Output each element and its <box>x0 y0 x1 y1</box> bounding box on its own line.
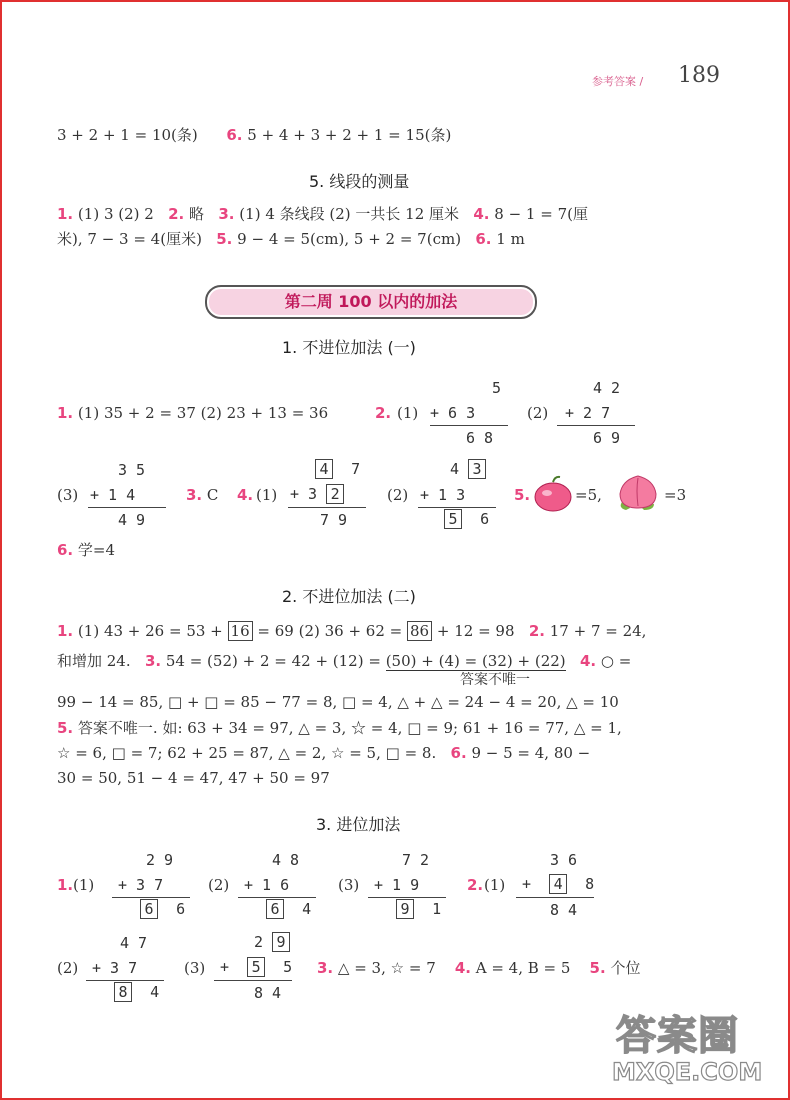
question-number: 2. <box>528 622 545 640</box>
sum-top <box>254 932 290 952</box>
sum-digit: + <box>220 958 230 976</box>
part-label: (1) <box>484 876 506 894</box>
sum-digit: + <box>522 875 532 893</box>
question-number: 6. <box>475 230 492 248</box>
section-title: 5. 线段的测量 <box>309 172 410 191</box>
sum-result: 7 9 <box>320 511 348 529</box>
sum-result: 6 8 <box>466 429 494 447</box>
answer-line <box>57 621 646 641</box>
part-label: (1) <box>256 486 278 504</box>
watermark-title: 答案圈 <box>616 1013 739 1059</box>
sum-addend: + 3 7 <box>92 959 138 977</box>
answer-text: 17 + 7 = 24, <box>549 622 647 640</box>
answer-line <box>57 651 631 671</box>
question-number: 1. <box>57 205 74 223</box>
answer-text: 9 − 5 = 4, 80 − <box>471 744 591 762</box>
sum-addend <box>220 957 292 977</box>
answer-box: 9 <box>396 899 414 919</box>
question-number: 4. <box>454 959 471 977</box>
sum-top: 2 9 <box>146 851 174 869</box>
sum-digit: 6 <box>480 510 490 528</box>
part-label: (1) <box>73 876 95 894</box>
section-title: 3. 进位加法 <box>316 815 401 834</box>
answer-line: 99 − 14 = 85, □ + □ = 85 − 77 = 8, □ = 4, △ + △ = 24 − 4 = 20, △ = 10 <box>57 693 619 711</box>
question-number: 1. <box>57 622 74 640</box>
sum-digit: 8 <box>585 875 595 893</box>
answer-text: ☆ = 6, □ = 7; 62 + 25 = 87, △ = 2, ☆ = 5, □ = 8. <box>57 744 437 762</box>
answer-line <box>57 229 525 249</box>
answer-line <box>57 743 590 763</box>
answer-box: 6 <box>140 899 158 919</box>
sum-digit: 4 <box>302 900 312 918</box>
sum-digit: + 3 <box>290 485 318 503</box>
answer-text: A = 4, B = 5 <box>475 959 571 977</box>
sum-digit: 1 <box>432 900 442 918</box>
sum-result: 4 9 <box>118 511 146 529</box>
sum-digit: 6 <box>176 900 186 918</box>
section-title: 1. 不进位加法 (一) <box>282 338 416 357</box>
question-number: 4. <box>579 652 597 670</box>
sum-addend: + 1 3 <box>420 486 466 504</box>
answer-text: =3 <box>664 486 687 504</box>
sum-result <box>396 899 441 919</box>
part-label: (2) <box>387 486 409 504</box>
question-number: 4. <box>237 486 254 504</box>
sum-addend: + 3 7 <box>118 876 164 894</box>
sum-result <box>266 899 311 919</box>
sum-line <box>214 980 292 981</box>
sum-line <box>516 897 594 898</box>
answer-text: (1) 4 条线段 (2) 一共长 12 厘米 <box>239 205 460 223</box>
question-number: 3. <box>186 486 203 504</box>
answer-line <box>57 125 451 145</box>
sum-top <box>315 459 360 479</box>
answer-line <box>57 204 588 224</box>
sum-addend: + 2 7 <box>565 404 611 422</box>
sum-addend: + 1 9 <box>374 876 420 894</box>
site-watermark <box>612 1000 782 1092</box>
sum-top: 5 <box>492 379 502 397</box>
answer-text: (1) 43 + 26 = 53 + <box>77 622 223 640</box>
answer-text: =5, <box>575 486 602 504</box>
question-number: 4. <box>473 205 490 223</box>
answer-text: 学=4 <box>77 541 116 559</box>
answer-box: 16 <box>228 621 253 641</box>
part-label: (3) <box>184 959 206 977</box>
answer-text: 3 + 2 + 1 = 10(条) <box>57 126 198 144</box>
question-number: 1. <box>57 876 74 894</box>
answer-box: 8 <box>114 982 132 1002</box>
sum-top: 4 2 <box>593 379 621 397</box>
answer-box: 5 <box>247 957 265 977</box>
sum-addend: + 6 3 <box>430 404 476 422</box>
answer-text: 9 − 4 = 5(cm), 5 + 2 = 7(cm) <box>237 230 462 248</box>
answer-text: 5 + 4 + 3 + 2 + 1 = 15(条) <box>247 126 452 144</box>
answer-box: 5 <box>444 509 462 529</box>
answer-text: 1 m <box>496 230 525 248</box>
question-number: 3. <box>144 652 162 670</box>
answer-box: 3 <box>468 459 486 479</box>
sum-result: 8 4 <box>550 901 578 919</box>
question-number: 2. <box>168 205 185 223</box>
question-number: 2. <box>467 876 484 894</box>
sum-addend <box>522 874 594 894</box>
answer-text: 54 = (52) + 2 = 42 + (12) = <box>165 652 381 670</box>
sum-result <box>444 509 489 529</box>
part-label: (1) <box>397 404 419 422</box>
chapter-banner <box>205 285 537 319</box>
question-number: 5. <box>57 719 74 737</box>
sum-digit: 4 <box>450 460 460 478</box>
sum-addend: + 1 6 <box>244 876 290 894</box>
apple-icon <box>532 474 574 514</box>
part-label: (3) <box>57 486 79 504</box>
part-label: (2) <box>527 404 549 422</box>
answer-text: (1) 3 (2) 2 <box>77 205 154 223</box>
answer-text: ○ = <box>600 652 632 670</box>
sum-result: 6 9 <box>593 429 621 447</box>
sum-result: 8 4 <box>254 984 282 1002</box>
answer-text: (1) 35 + 2 = 37 (2) 23 + 13 = 36 <box>77 404 329 422</box>
sum-top: 3 5 <box>118 461 146 479</box>
answer-box: 9 <box>272 932 290 952</box>
question-number: 5. <box>514 486 531 504</box>
sum-line <box>557 425 635 426</box>
answer-text: 答案不唯一. 如: 63 + 34 = 97, △ = 3, ☆ = 4, □ = 9; 61 + 16 = 77, △ = 1, <box>77 719 622 737</box>
part-label: (2) <box>208 876 230 894</box>
sum-line <box>112 897 190 898</box>
sum-digit: 4 <box>150 983 160 1001</box>
sum-addend <box>290 484 344 504</box>
answer-line <box>57 403 328 423</box>
answer-text: + 12 = 98 <box>436 622 515 640</box>
sum-line <box>86 980 164 981</box>
answer-line: 30 = 50, 51 − 4 = 47, 47 + 50 = 97 <box>57 769 330 787</box>
sum-digit: 2 <box>254 933 264 951</box>
sum-addend: + 1 4 <box>90 486 136 504</box>
chapter-title: 第二周 100 以内的加法 <box>284 292 458 311</box>
sum-digit: 7 <box>351 460 361 478</box>
sum-top: 4 8 <box>272 851 300 869</box>
part-label: (3) <box>338 876 360 894</box>
question-number: 5. <box>216 230 233 248</box>
page-number: 189 <box>678 63 720 88</box>
sum-top: 4 7 <box>120 934 148 952</box>
question-number: 1. <box>57 404 74 422</box>
sum-line <box>418 507 496 508</box>
answer-text: 米), 7 − 3 = 4(厘米) <box>57 230 202 248</box>
answer-text: = 69 (2) 36 + 62 = <box>257 622 403 640</box>
sum-top <box>450 459 486 479</box>
sum-top: 7 2 <box>402 851 430 869</box>
answer-line <box>57 540 115 560</box>
sum-result <box>114 982 159 1002</box>
part-label: (2) <box>57 959 79 977</box>
answer-line <box>317 958 640 978</box>
sum-line <box>288 507 366 508</box>
peach-icon <box>614 470 664 518</box>
question-number: 6. <box>450 744 467 762</box>
answer-box: 4 <box>549 874 567 894</box>
question-number: 3. <box>317 959 334 977</box>
section-title: 2. 不进位加法 (二) <box>282 587 416 606</box>
answer-box: 6 <box>266 899 284 919</box>
question-number: 5. <box>589 959 606 977</box>
answer-line <box>186 485 218 505</box>
header-label: 参考答案 / <box>592 75 644 88</box>
answer-line <box>57 718 622 738</box>
question-number: 6. <box>57 541 74 559</box>
sum-line <box>430 425 508 426</box>
answer-text: (50) + (4) = (32) + (22) <box>385 652 566 670</box>
answer-note: 答案不唯一 <box>460 672 530 688</box>
answer-box: 2 <box>326 484 344 504</box>
answer-text: 个位 <box>610 959 641 977</box>
question-number: 6. <box>226 126 243 144</box>
answer-text: △ = 3, ☆ = 7 <box>337 959 436 977</box>
sum-line <box>88 507 166 508</box>
sum-result <box>140 899 185 919</box>
answer-text: 8 − 1 = 7(厘 <box>494 205 588 223</box>
sum-top: 3 6 <box>550 851 578 869</box>
sum-digit: 5 <box>283 958 293 976</box>
answer-text: 略 <box>189 205 205 223</box>
question-number: 2. <box>375 404 392 422</box>
answer-text: C <box>206 486 219 504</box>
answer-box: 4 <box>315 459 333 479</box>
question-number: 3. <box>218 205 235 223</box>
answer-box: 86 <box>407 621 432 641</box>
sum-line <box>368 897 446 898</box>
answer-text: 和增加 24. <box>57 652 131 670</box>
watermark-url: MXQE.COM <box>612 1058 763 1086</box>
sum-line <box>238 897 316 898</box>
